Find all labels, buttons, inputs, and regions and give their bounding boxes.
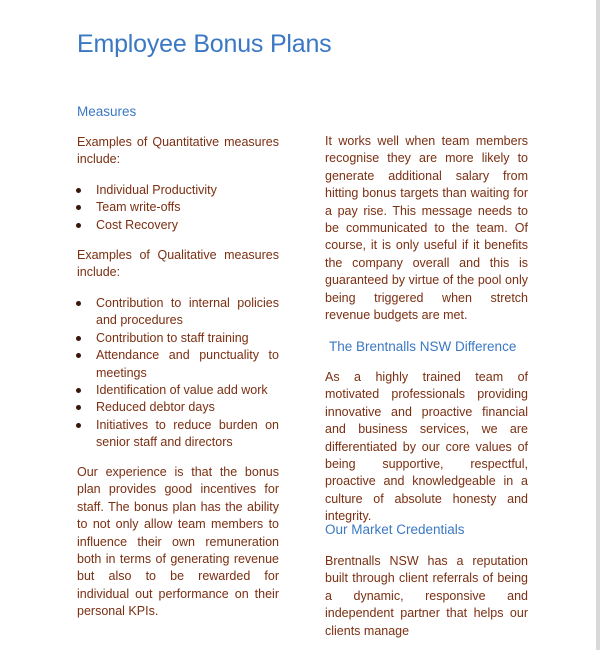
list-item: Contribution to internal policies and procedures: [77, 295, 279, 330]
list-item: Individual Productivity: [77, 182, 279, 199]
document-title: Employee Bonus Plans: [77, 30, 332, 58]
bullet-icon: [76, 188, 81, 193]
works-paragraph: It works well when team members recognise they are more likely to generate additional salary from hitting bonus targets than waiting for a pay rise. This message needs to be communicated to the team. Of course, it is only useful if it benefits the company overall and this is guaranteed by virtue of the pool only being triggered when stretch revenue budgets are met.: [325, 134, 528, 323]
list-item: Initiatives to reduce burden on senior staff and directors: [77, 417, 279, 452]
bullet-icon: [76, 301, 81, 306]
bullet-icon: [76, 336, 81, 341]
qualitative-intro: Examples of Qualitative measures include:: [77, 248, 279, 280]
list-item: Attendance and punctuality to meetings: [77, 347, 279, 382]
difference-paragraph: As a highly trained team of motivated professionals providing innovative and proactive financial and business services, we are differentiated by our core values of being supportive, respectful, proactive and knowledgeable in a culture of absolute honesty and integrity.: [325, 370, 528, 524]
page-edge: [596, 0, 600, 650]
bullet-icon: [76, 388, 81, 393]
difference-heading: The Brentnalls NSW Difference: [329, 339, 517, 354]
list-item: Identification of value add work: [77, 382, 279, 399]
measures-heading: Measures: [77, 104, 137, 119]
quantitative-list: [77, 182, 279, 234]
bullet-icon: [76, 353, 81, 358]
experience-paragraph: Our experience is that the bonus plan provides good incentives for staff. The bonus plan has the ability to not only allow team members to influence their own remuneration both in terms of generating revenue but also to be rewarded for individual out performance on their personal KPIs.: [77, 465, 279, 619]
qualitative-list: [77, 295, 279, 452]
credentials-heading: Our Market Credentials: [325, 522, 465, 537]
list-item: Team write-offs: [77, 199, 279, 216]
list-item: Cost Recovery: [77, 217, 279, 234]
bullet-icon: [76, 423, 81, 428]
list-item: Reduced debtor days: [77, 399, 279, 416]
credentials-paragraph: Brentnalls NSW has a reputation built through client referrals of being a dynamic, responsive and independent partner that helps our clients manage: [325, 554, 528, 638]
bullet-icon: [76, 405, 81, 410]
quantitative-intro: Examples of Quantitative measures include:: [77, 135, 279, 167]
bullet-icon: [76, 223, 81, 228]
list-item: Contribution to staff training: [77, 330, 279, 347]
bullet-icon: [76, 205, 81, 210]
